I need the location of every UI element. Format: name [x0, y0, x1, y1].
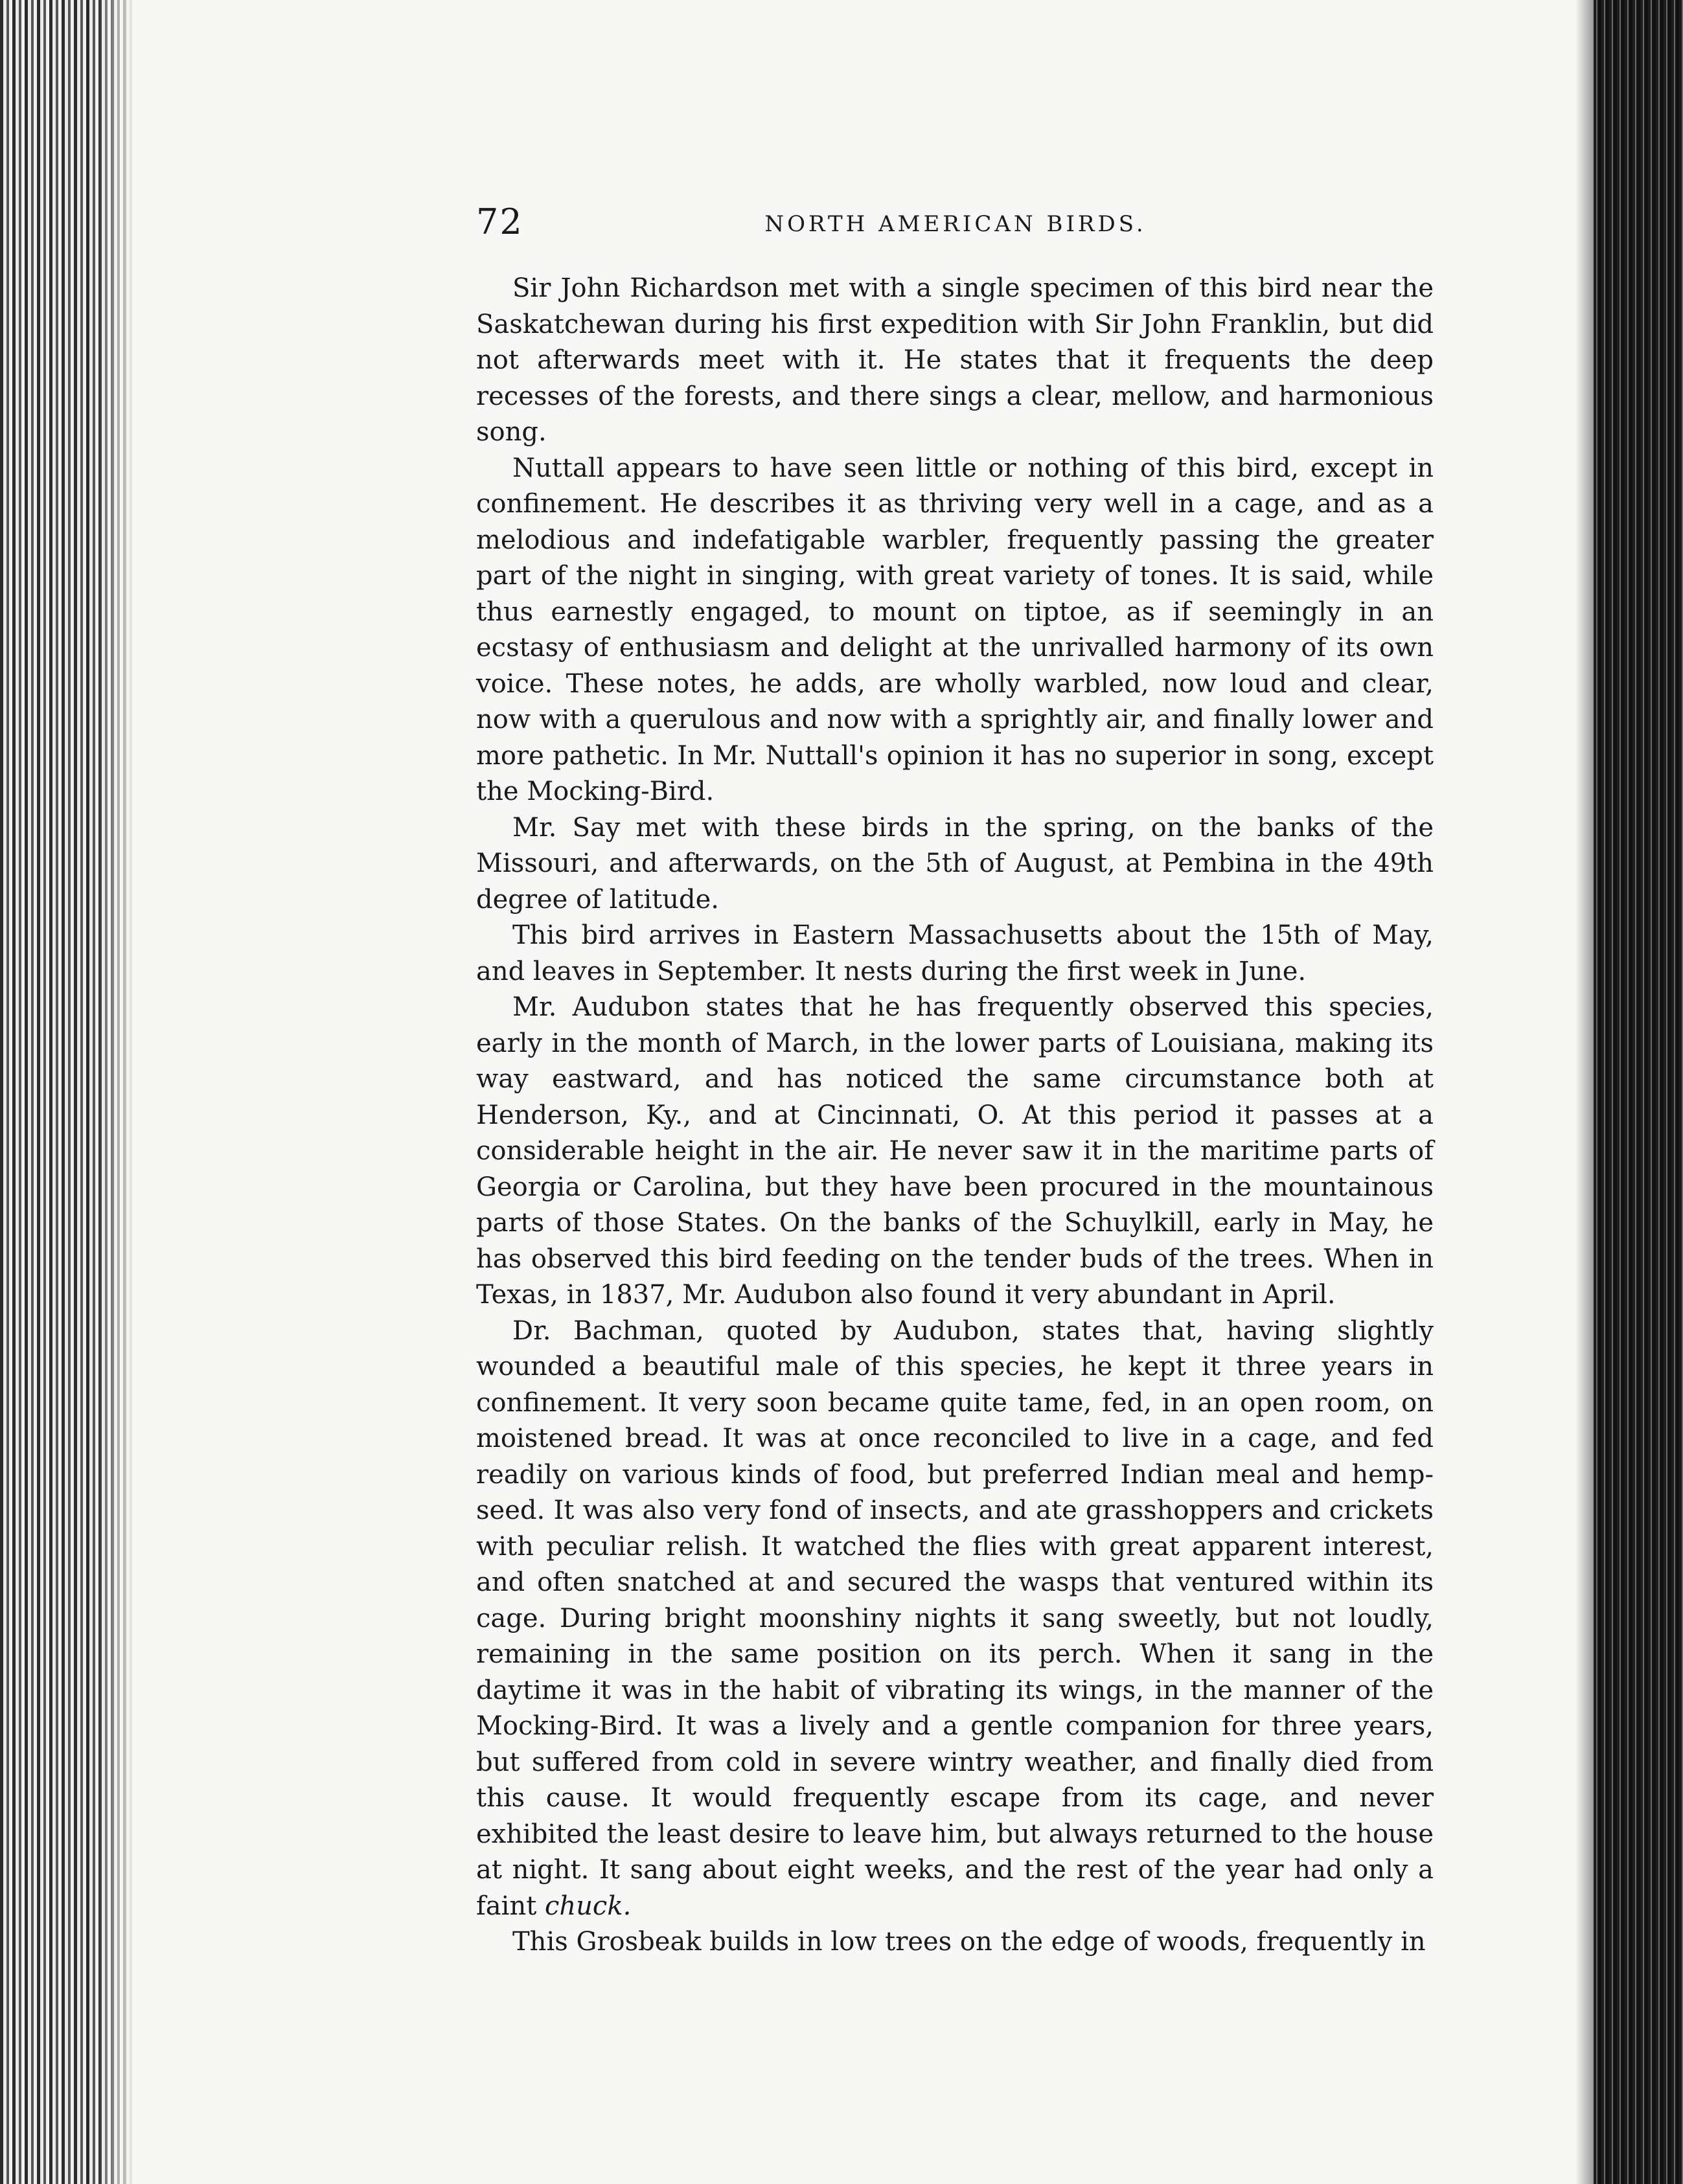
paragraph-bachman-text: Dr. Bachman, quoted by Audubon, states that, having slightly wounded a beautiful male of this species, he kept it three years in confinement. It very soon became quite tame, fed, in an open room, on moistened bread. It was at once reconciled to live in a cage, and fed readily on various kinds of food, but preferred Indian meal and hemp-seed. It was also very fond of insects, and ate grasshoppers and crickets with peculiar relish. It watched the flies with great apparent interest, and often snatched at and secured the wasps that ventured within its cage. During bright moonshiny nights it sang sweetly, but not loudly, remaining in the same position on its perch. When it sang in the daytime it was in the habit of vibrating its wings, in the manner of the Mocking-Bird. It was a lively and a gentle companion for three years, but suffered from cold in severe wintry weather, and finally died from this cause. It would frequently escape from its cage, and never exhibited the least desire to leave him, but always returned to the house at night. It sang about eight weeks, and the rest of the year had only a faint: [476, 1315, 1434, 1921]
italic-word-chuck: chuck.: [545, 1891, 632, 1921]
page-header: [476, 199, 1435, 245]
page-number: 72: [476, 201, 523, 242]
paragraph-say: Mr. Say met with these birds in the spring, on the banks of the Missouri, and afterwards, on the 5th of August, at Pembina in the 49th degree of latitude.: [476, 812, 1434, 915]
right-page-edges: [1594, 0, 1683, 2184]
left-gutter-fade: [97, 0, 136, 2184]
paragraph-grosbeak: This Grosbeak builds in low trees on the edge of woods, frequently in: [512, 1927, 1426, 1957]
paragraph-nuttall: Nuttall appears to have seen little or nothing of this bird, except in confinement. He describes it as thriving very well in a cage, and as a melodious and indefatigable warbler, frequently passing the greater part of the night in singing, with great variety of tones. It is said, while thus earnestly engaged, to mount on tiptoe, as if seemingly in an ecstasy of enthusiasm and delight at the unrivalled harmony of its own voice. These notes, he adds, are wholly warbled, now loud and clear, now with a querulous and now with a sprightly air, and finally lower and more pathetic. In Mr. Nuttall's opinion it has no superior in song, except the Mocking-Bird.: [476, 453, 1434, 806]
paragraph-bachman: [476, 1314, 1434, 1925]
right-edge-shadow: [1575, 0, 1594, 2184]
paragraph-massachusetts: This bird arrives in Eastern Massachusetts about the 15th of May, and leaves in September. It nests during the first week in June.: [476, 920, 1434, 986]
running-title: NORTH AMERICAN BIRDS.: [764, 211, 1147, 237]
body-text: [476, 271, 1434, 1961]
paragraph-richardson: Sir John Richardson met with a single specimen of this bird near the Saskatchewan during his first expedition with Sir John Franklin, but did not afterwards meet with it. He states that it frequents the deep recesses of the forests, and there sings a clear, mellow, and harmonious song.: [476, 273, 1434, 447]
paragraph-audubon: Mr. Audubon states that he has frequently observed this species, early in the month of March, in the lower parts of Louisiana, making its way eastward, and has noticed the same circumstance both at Henderson, Ky., and at Cincinnati, O. At this period it passes at a considerable height in the air. He never saw it in the maritime parts of Georgia or Carolina, but they have been procured in the mountainous parts of those States. On the banks of the Schuylkill, early in May, he has observed this bird feeding on the tender buds of the trees. When in Texas, in 1837, Mr. Audubon also found it very abundant in April.: [476, 992, 1434, 1310]
